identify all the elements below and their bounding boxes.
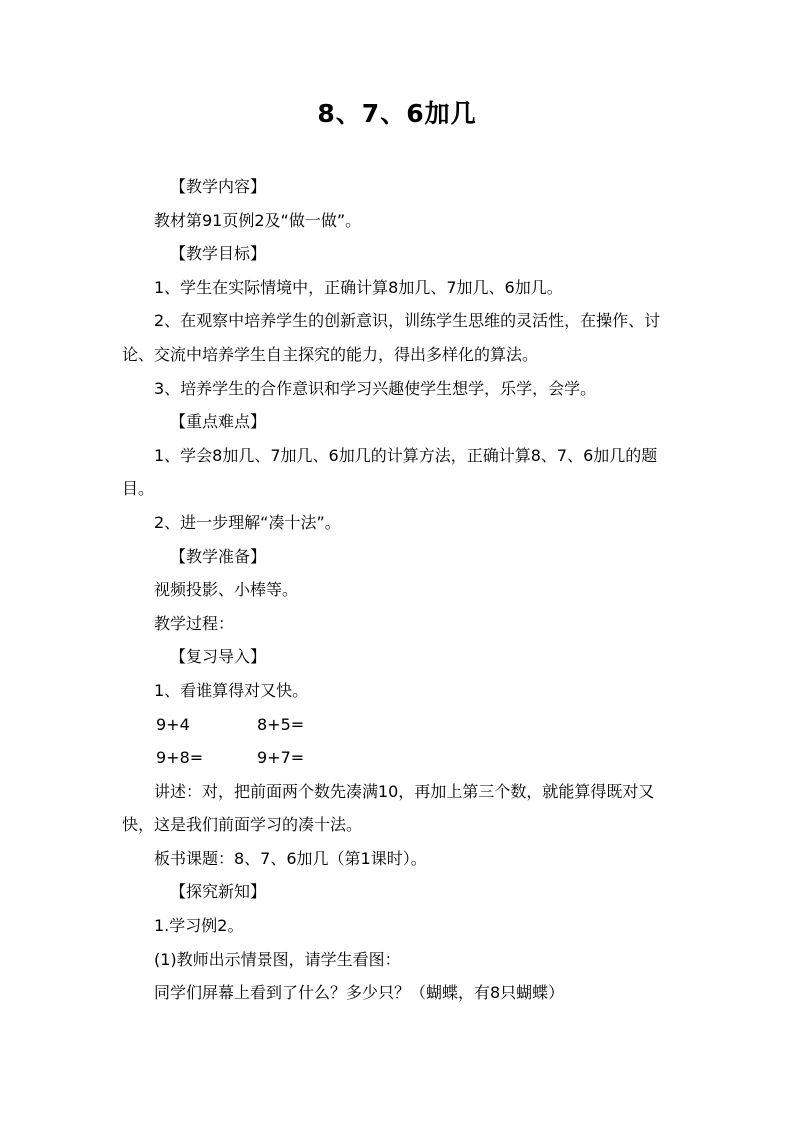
paragraph: 1、学会8加几、7加几、6加几的计算方法，正确计算8、7、6加几的题目。 bbox=[122, 445, 658, 499]
paragraph: 视频投影、小棒等。 bbox=[154, 580, 299, 600]
section-heading: 【重点难点】 bbox=[170, 412, 267, 432]
section-heading: 【教学内容】 bbox=[170, 177, 267, 196]
paragraph: 1、看谁算得对又快。 bbox=[154, 680, 309, 700]
paragraph: 2、在观察中培养学生的创新意识，训练学生思维的灵活性，在操作、讨论、交流中培养学生自主探究的能力，得出多样化的算法。 bbox=[122, 311, 661, 364]
arithmetic-expression: 9+8= bbox=[156, 748, 204, 768]
document-title: 8、7、6加几 bbox=[317, 99, 477, 128]
paragraph: 教学过程： bbox=[154, 613, 235, 633]
arithmetic-expression: 9+7= bbox=[257, 748, 305, 768]
paragraph: 1.学习例2。 bbox=[154, 916, 244, 936]
paragraph: 讲述：对，把前面两个数先凑满10，再加上第三个数，就能算得既对又快，这是我们前面学习的凑十法。 bbox=[122, 781, 655, 835]
section-heading: 【探究新知】 bbox=[170, 882, 267, 902]
paragraph: 2、进一步理解“凑十法”。 bbox=[154, 512, 341, 532]
paragraph: 教材第91页例2及“做一做”。 bbox=[154, 210, 362, 230]
section-heading: 【教学目标】 bbox=[170, 244, 267, 264]
section-heading: 【复习导入】 bbox=[170, 647, 267, 667]
paragraph: 同学们屏幕上看到了什么？多少只？（蝴蝶，有8只蝴蝶） bbox=[154, 983, 565, 1003]
section-heading: 【教学准备】 bbox=[170, 546, 267, 566]
arithmetic-row bbox=[122, 708, 678, 742]
arithmetic-row bbox=[122, 741, 678, 775]
arithmetic-expression: 9+4 bbox=[156, 714, 190, 734]
paragraph: 3、培养学生的合作意识和学习兴趣使学生想学，乐学，会学。 bbox=[154, 378, 597, 398]
paragraph: (1)教师出示情景图，请学生看图： bbox=[154, 949, 401, 969]
paragraph: 板书课题：8、7、6加几（第1课时）。 bbox=[154, 848, 427, 868]
paragraph: 1、学生在实际情境中，正确计算8加几、7加几、6加几。 bbox=[154, 277, 563, 297]
document-body bbox=[122, 170, 678, 1010]
arithmetic-expression: 8+5= bbox=[257, 714, 305, 734]
